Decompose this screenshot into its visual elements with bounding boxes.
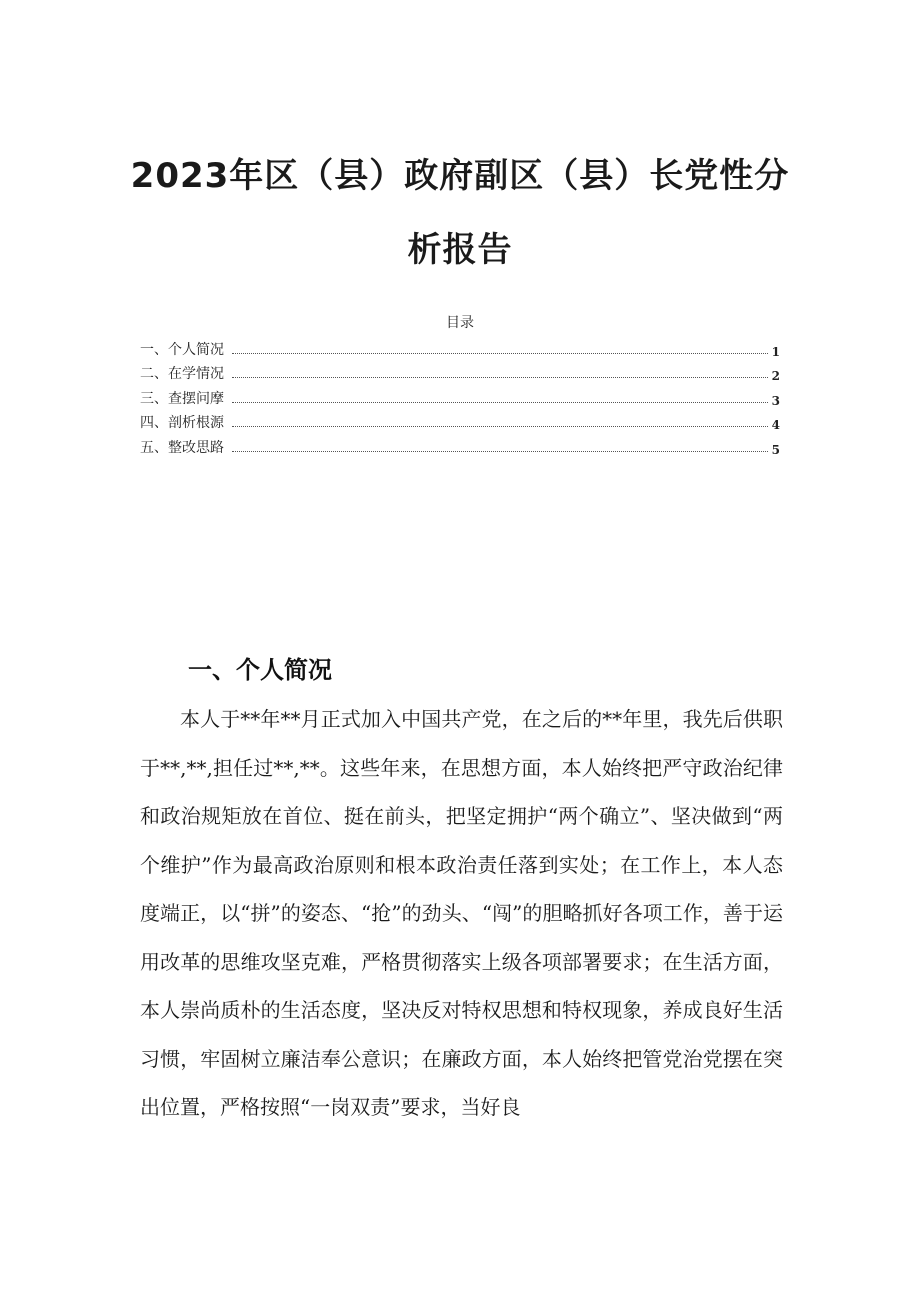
document-title-line2: 析报告 xyxy=(407,230,513,270)
toc-item-page: 2 xyxy=(771,369,780,383)
table-of-contents xyxy=(140,334,780,457)
toc-item-label: 一、个人简况 xyxy=(140,341,224,358)
toc-item-label: 五、整改思路 xyxy=(140,439,224,456)
toc-leader-dots xyxy=(232,401,768,403)
toc-item-label: 三、查摆问摩 xyxy=(140,390,224,407)
toc-item-rectification-plan[interactable] xyxy=(140,432,780,457)
toc-item-page: 5 xyxy=(771,442,780,457)
toc-leader-dots xyxy=(232,376,768,378)
toc-item-study-status[interactable] xyxy=(140,359,780,384)
section-heading-personal-profile: 一、个人简况 xyxy=(188,656,332,684)
section-body-paragraph: 本人于**年**月正式加入中国共产党，在之后的**年里，我先后供职于**,**,担任过**,**。这些年来，在思想方面，本人始终把严守政治纪律和政治规矩放在首位、挺在前头，把坚定拥护“两个确立”、坚决做到“两个维护”作为最高政治原则和根本政治责任落到实处；在工作上，本人态度端正，以“拼”的姿态、“抢”的劲头、“闯”的胆略抓好各项工作，善于运用改革的思维攻坚克难，严格贯彻落实上级各项部署要求；在生活方面，本人崇尚质朴的生活态度，坚决反对特权思想和特权现象，养成良好生活习惯，牢固树立廉洁奉公意识；在廉政方面，本人始终把管党治党摆在突出位置，严格按照“一岗双责”要求，当好良 xyxy=(140,707,783,1119)
toc-heading: 目录 xyxy=(446,315,474,331)
toc-item-label: 二、在学情况 xyxy=(140,366,224,382)
toc-item-page: 4 xyxy=(771,418,780,432)
toc-item-page: 3 xyxy=(771,393,780,408)
toc-item-analyze-roots[interactable] xyxy=(140,408,780,433)
toc-item-page: 1 xyxy=(771,344,780,359)
toc-leader-dots xyxy=(232,450,768,452)
toc-item-personal-profile[interactable] xyxy=(140,334,780,359)
toc-item-label: 四、剖析根源 xyxy=(140,415,224,431)
document-title-line1: 2023年区（县）政府副区（县）长党性分 xyxy=(130,156,790,196)
toc-leader-dots xyxy=(232,425,768,427)
toc-item-identify-problems[interactable] xyxy=(140,383,780,408)
toc-leader-dots xyxy=(232,352,768,354)
